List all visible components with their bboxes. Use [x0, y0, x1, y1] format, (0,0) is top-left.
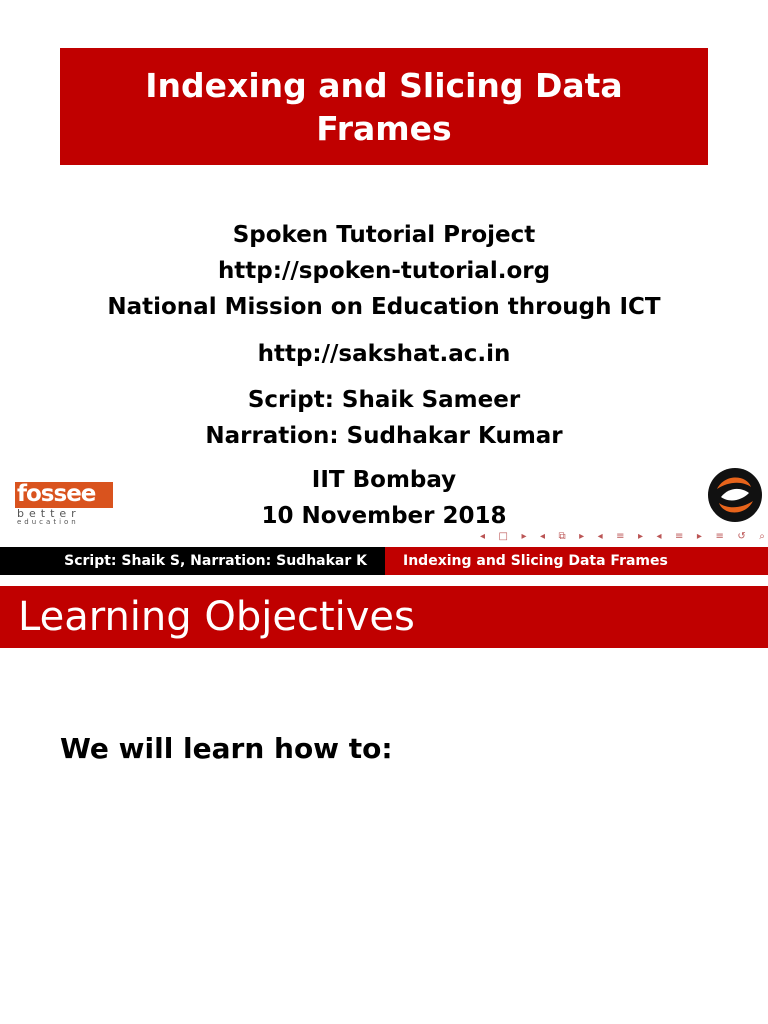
- institute-name: IIT Bombay: [311, 467, 457, 493]
- mission-url: http://sakshat.ac.in: [257, 341, 511, 367]
- nav-prev-icon[interactable]: ◂: [597, 530, 603, 542]
- nav-search-icon[interactable]: ⌕: [759, 530, 765, 542]
- nav-prev-icon[interactable]: ◂: [656, 530, 662, 542]
- nav-align-icon[interactable]: ≡: [715, 530, 724, 542]
- nav-frame-icon[interactable]: □: [498, 530, 508, 542]
- slide-footer: [0, 547, 768, 575]
- nav-next-icon[interactable]: ▸: [579, 530, 585, 542]
- nav-document-icon[interactable]: ≡: [675, 530, 684, 542]
- learning-objectives-heading: Learning Objectives: [0, 586, 768, 648]
- nav-subsection-icon[interactable]: ⧉: [558, 530, 566, 542]
- nav-prev-icon[interactable]: ◂: [539, 530, 545, 542]
- fossee-logo: [15, 482, 113, 528]
- footer-credits: Script: Shaik S, Narration: Sudhakar K: [0, 547, 385, 575]
- nav-next-icon[interactable]: ▸: [638, 530, 644, 542]
- spoken-tutorial-logo: [707, 467, 763, 523]
- credits-block: [0, 382, 768, 454]
- beamer-navigation[interactable]: [480, 528, 765, 544]
- fossee-logo-tagline: better: [17, 507, 81, 520]
- project-name: Spoken Tutorial Project: [232, 222, 536, 248]
- mission-name: National Mission on Education through ICT: [107, 294, 661, 320]
- narration-credit: Narration: Sudhakar Kumar: [205, 423, 563, 449]
- project-url: http://spoken-tutorial.org: [217, 258, 551, 284]
- nav-prev-icon[interactable]: ◂: [480, 530, 486, 542]
- footer-title: Indexing and Slicing Data Frames: [385, 547, 768, 575]
- institute-block: [0, 462, 768, 534]
- fossee-logo-subtagline: education: [17, 518, 79, 526]
- nav-back-icon[interactable]: ↺: [737, 530, 746, 542]
- project-block: [0, 217, 768, 325]
- script-credit: Script: Shaik Sameer: [247, 387, 521, 413]
- fossee-logo-word: fossee: [15, 482, 113, 508]
- slide-title-box: [60, 48, 708, 165]
- nav-next-icon[interactable]: ▸: [696, 530, 702, 542]
- objectives-intro: We will learn how to:: [60, 732, 393, 765]
- nav-section-icon[interactable]: ≡: [616, 530, 625, 542]
- presentation-date: 10 November 2018: [261, 503, 507, 529]
- slide-title: Indexing and Slicing Data Frames: [145, 65, 623, 148]
- nav-next-icon[interactable]: ▸: [521, 530, 527, 542]
- mission-url-block: [0, 336, 768, 372]
